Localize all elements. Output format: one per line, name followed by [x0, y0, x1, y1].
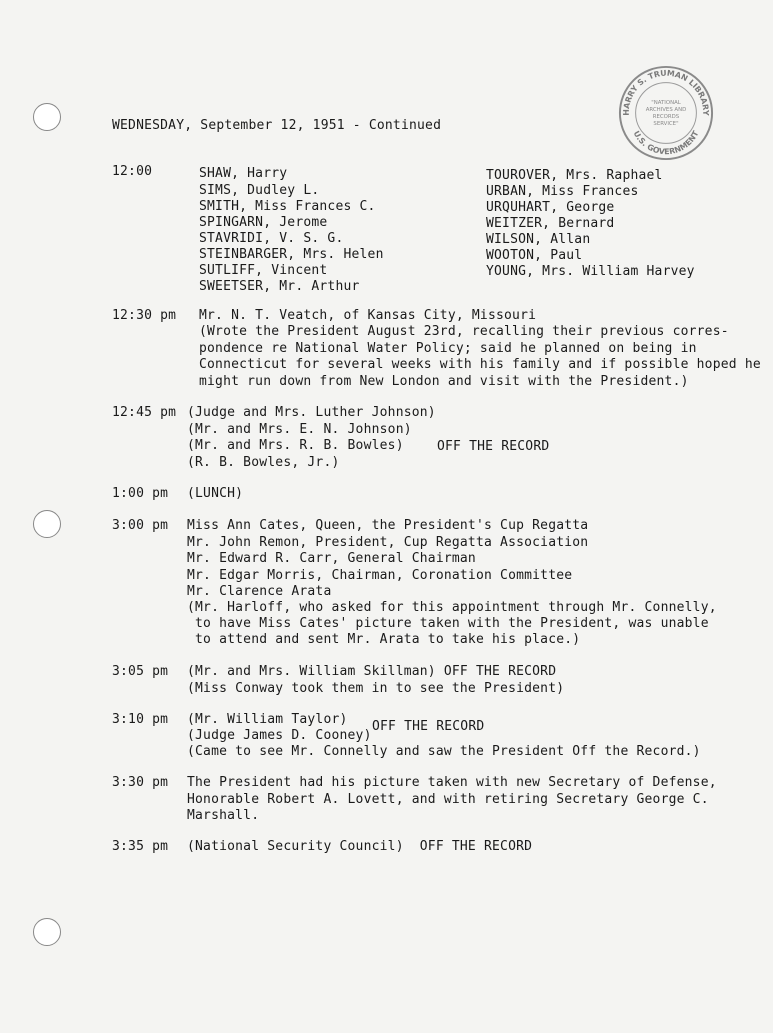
- entry-line: to attend and sent Mr. Arata to take his place.): [187, 632, 581, 647]
- name-list-item: SMITH, Miss Frances C.: [199, 199, 376, 214]
- entry-line: (Mr. and Mrs. R. B. Bowles): [187, 438, 404, 453]
- archive-stamp-seal: [617, 64, 715, 162]
- page-heading: WEDNESDAY, September 12, 1951 - Continued: [112, 118, 442, 133]
- entry-line: The President had his picture taken with new Secretary of Defense,: [187, 775, 717, 790]
- entry-time: 12:45 pm: [112, 405, 177, 420]
- entry-line: to have Miss Cates' picture taken with the President, was unable: [187, 616, 709, 631]
- entry-line: (Wrote the President August 23rd, recalling their previous corres-: [199, 324, 729, 339]
- name-list-item: WILSON, Allan: [486, 232, 591, 247]
- svg-text:"NATIONAL: "NATIONAL: [651, 100, 681, 107]
- entry-line: Mr. John Remon, President, Cup Regatta Association: [187, 535, 589, 550]
- entry-time: 3:35 pm: [112, 839, 169, 854]
- punch-hole: [33, 510, 61, 538]
- entry-time: 1:00 pm: [112, 486, 169, 501]
- name-list-item: URQUHART, George: [486, 200, 615, 215]
- name-list-item: YOUNG, Mrs. William Harvey: [486, 264, 695, 279]
- entry-time: 12:30 pm: [112, 308, 177, 323]
- svg-text:HARRY S. TRUMAN LIBRARY: HARRY S. TRUMAN LIBRARY: [621, 68, 711, 116]
- entry-line: (National Security Council) OFF THE RECORD: [187, 839, 533, 854]
- svg-text:RECORDS: RECORDS: [652, 113, 680, 120]
- entry-time: 12:00: [112, 164, 153, 179]
- name-list-item: TOUROVER, Mrs. Raphael: [486, 168, 663, 183]
- name-list-item: WEITZER, Bernard: [486, 216, 615, 231]
- name-list-item: SIMS, Dudley L.: [199, 183, 320, 198]
- svg-text:ARCHIVES AND: ARCHIVES AND: [645, 107, 687, 114]
- entry-line: (Mr. and Mrs. E. N. Johnson): [187, 422, 412, 437]
- entry-line: (LUNCH): [187, 486, 244, 501]
- entry-time: 3:10 pm: [112, 712, 169, 727]
- entry-line: Mr. Edgar Morris, Chairman, Coronation Committee: [187, 568, 573, 583]
- name-list-item: SPINGARN, Jerome: [199, 215, 328, 230]
- off-the-record-note: OFF THE RECORD: [437, 439, 550, 454]
- name-list-item: SHAW, Harry: [199, 166, 288, 181]
- name-list-item: STEINBARGER, Mrs. Helen: [199, 247, 384, 262]
- entry-line: Mr. N. T. Veatch, of Kansas City, Missouri: [199, 308, 537, 323]
- entry-line: (Came to see Mr. Connelly and saw the President Off the Record.): [187, 744, 701, 759]
- entry-line: Mr. Clarence Arata: [187, 584, 332, 599]
- entry-line: Connecticut for several weeks with his family and if possible hoped he: [199, 357, 761, 372]
- entry-line: Miss Ann Cates, Queen, the President's Cup Regatta: [187, 518, 589, 533]
- entry-line: (Mr. and Mrs. William Skillman) OFF THE RECORD: [187, 664, 557, 679]
- punch-hole: [33, 918, 61, 946]
- off-the-record-note: OFF THE RECORD: [372, 719, 485, 734]
- entry-line: (Miss Conway took them in to see the President): [187, 681, 565, 696]
- name-list-item: URBAN, Miss Frances: [486, 184, 639, 199]
- entry-time: 3:00 pm: [112, 518, 169, 533]
- entry-time: 3:05 pm: [112, 664, 169, 679]
- name-list-item: STAVRIDI, V. S. G.: [199, 231, 344, 246]
- entry-line: Marshall.: [187, 808, 260, 823]
- name-list-item: SWEETSER, Mr. Arthur: [199, 279, 360, 294]
- entry-line: Honorable Robert A. Lovett, and with retiring Secretary George C.: [187, 792, 709, 807]
- entry-line: might run down from New London and visit with the President.): [199, 374, 689, 389]
- svg-text:SERVICE": SERVICE": [653, 120, 679, 127]
- entry-time: 3:30 pm: [112, 775, 169, 790]
- entry-line: (R. B. Bowles, Jr.): [187, 455, 340, 470]
- svg-text:U.S. GOVERNMENT: U.S. GOVERNMENT: [631, 129, 701, 157]
- punch-hole: [33, 103, 61, 131]
- entry-line: (Judge and Mrs. Luther Johnson): [187, 405, 436, 420]
- entry-line: Mr. Edward R. Carr, General Chairman: [187, 551, 476, 566]
- entry-line: (Judge James D. Cooney): [187, 728, 372, 743]
- entry-line: (Mr. William Taylor): [187, 712, 348, 727]
- name-list-item: WOOTON, Paul: [486, 248, 583, 263]
- entry-line: (Mr. Harloff, who asked for this appointment through Mr. Connelly,: [187, 600, 717, 615]
- entry-line: pondence re National Water Policy; said he planned on being in: [199, 341, 697, 356]
- name-list-item: SUTLIFF, Vincent: [199, 263, 328, 278]
